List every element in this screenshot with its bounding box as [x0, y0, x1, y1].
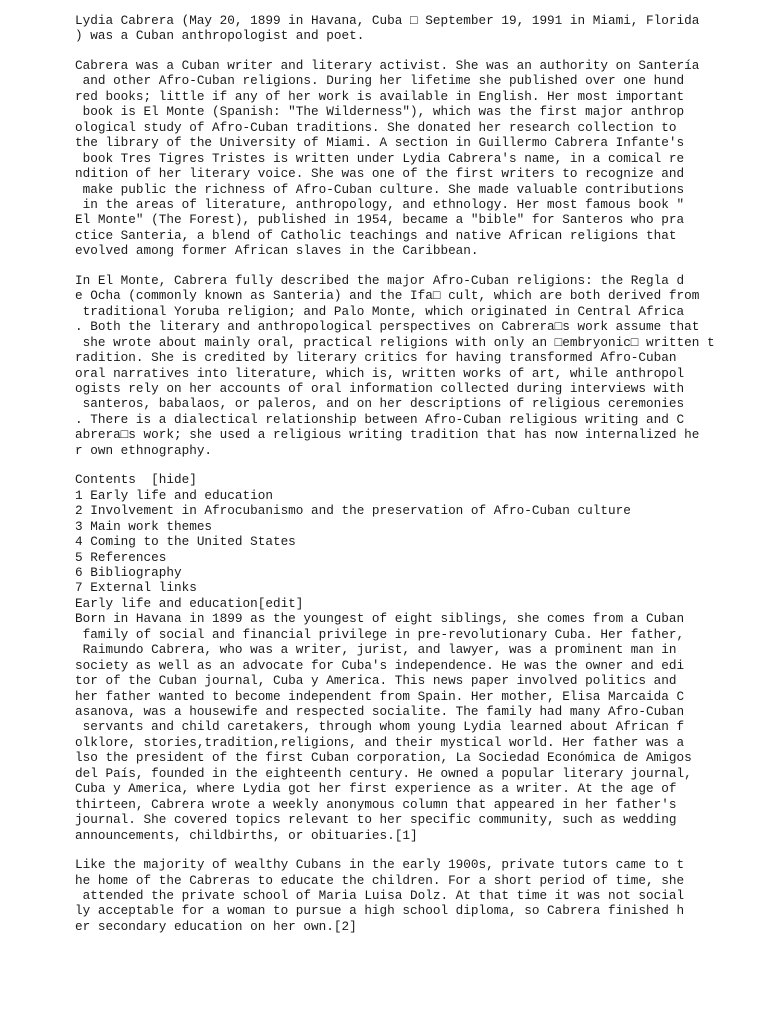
text-line: society as well as an advocate for Cuba's independence. He was the owner and edi [75, 657, 685, 673]
contents-item-external-links[interactable]: 7 External links [75, 580, 197, 596]
text-line: Born in Havana in 1899 as the youngest of eight siblings, she comes from a Cuban [75, 611, 685, 627]
contents-item-united-states[interactable]: 4 Coming to the United States [75, 534, 296, 550]
text-line: ) was a Cuban anthropologist and poet. [75, 28, 365, 44]
el-monte-paragraph [75, 273, 725, 458]
text-line: Lydia Cabrera (May 20, 1899 in Havana, Cuba □ September 19, 1991 in Miami, Florida [75, 13, 700, 28]
early-life-paragraph [75, 611, 725, 843]
text-line: Raimundo Cabrera, who was a writer, jurist, and lawyer, was a prominent man in [75, 642, 677, 658]
text-line: del País, founded in the eighteenth century. He owned a popular literary journal, [75, 765, 692, 781]
text-line: in the areas of literature, anthropology, and ethnology. Her most famous book " [75, 196, 685, 212]
text-line: evolved among former African slaves in the Caribbean. [75, 243, 479, 259]
text-line: ogists rely on her accounts of oral information collected during interviews with [75, 380, 685, 396]
text-line: thirteen, Cabrera wrote a weekly anonymous column that appeared in her father's [75, 796, 677, 812]
table-of-contents [75, 472, 725, 611]
intro-paragraph [75, 13, 725, 44]
text-line: Cabrera was a Cuban writer and literary activist. She was an authority on Santería [75, 57, 700, 73]
text-line: she wrote about mainly oral, practical religions with only an □embryonic□ written t [75, 334, 715, 350]
text-line: r own ethnography. [75, 442, 213, 458]
text-line: olklore, stories,tradition,religions, and their mystical world. Her father was a [75, 734, 685, 750]
contents-item-early-life[interactable]: 1 Early life and education [75, 487, 273, 503]
text-line: asanova, was a housewife and respected socialite. The family had many Afro-Cuban [75, 704, 685, 720]
contents-item-references[interactable]: 5 References [75, 549, 167, 565]
text-line: oral narratives into literature, which is, written works of art, while anthropol [75, 365, 685, 381]
text-line: journal. She covered topics relevant to her specific community, such as wedding [75, 812, 677, 828]
text-line: traditional Yoruba religion; and Palo Monte, which originated in Central Africa [75, 303, 685, 319]
text-line: santeros, babalaos, or paleros, and on her descriptions of religious ceremonies [75, 396, 685, 412]
text-line: Cuba y America, where Lydia got her first experience as a writer. At the age of [75, 781, 677, 797]
text-line: book is El Monte (Spanish: "The Wilderness"), which was the first major anthrop [75, 104, 685, 120]
text-line: e Ocha (commonly known as Santeria) and the Ifa□ cult, which are both derived from [75, 288, 700, 304]
text-line: her father wanted to become independent from Spain. Her mother, Elisa Marcaida C [75, 688, 685, 704]
text-line: abrera□s work; she used a religious writing tradition that has now internalized he [75, 427, 700, 443]
text-line: Like the majority of wealthy Cubans in the early 1900s, private tutors came to t [75, 857, 685, 873]
text-line: he home of the Cabreras to educate the children. For a short period of time, she [75, 872, 685, 888]
text-line: announcements, childbirths, or obituaries.[1] [75, 827, 418, 843]
text-line: er secondary education on her own.[2] [75, 918, 357, 934]
text-line: ctice Santeria, a blend of Catholic teachings and native African religions that [75, 227, 677, 243]
text-line: In El Monte, Cabrera fully described the major Afro-Cuban religions: the Regla d [75, 272, 685, 288]
text-line: servants and child caretakers, through whom young Lydia learned about African f [75, 719, 685, 735]
text-line: family of social and financial privilege in pre-revolutionary Cuba. Her father, [75, 626, 685, 642]
text-line: book Tres Tigres Tristes is written under Lydia Cabrera's name, in a comical re [75, 150, 685, 166]
text-line: and other Afro-Cuban religions. During her lifetime she published over one hund [75, 73, 685, 89]
text-line: ological study of Afro-Cuban traditions. She donated her research collection to [75, 119, 677, 135]
text-line: ndition of her literary voice. She was one of the first writers to recognize and [75, 166, 685, 182]
text-line: red books; little if any of her work is available in English. Her most important [75, 88, 685, 104]
text-line: El Monte" (The Forest), published in 1954, became a "bible" for Santeros who pra [75, 212, 685, 228]
text-line: tor of the Cuban journal, Cuba y America. This news paper involved politics and [75, 673, 677, 689]
text-line: lso the president of the first Cuban corporation, La Sociedad Económica de Amigos [75, 750, 692, 766]
text-line: . Both the literary and anthropological perspectives on Cabrera□s work assume that [75, 319, 700, 335]
section-heading-early-life: Early life and education[edit] [75, 595, 304, 611]
contents-item-bibliography[interactable]: 6 Bibliography [75, 564, 182, 580]
education-paragraph [75, 857, 725, 934]
contents-header[interactable]: Contents [hide] [75, 472, 197, 488]
contents-item-afrocubanismo[interactable]: 2 Involvement in Afrocubanismo and the preservation of Afro-Cuban culture [75, 503, 631, 519]
overview-paragraph [75, 58, 725, 259]
text-line: attended the private school of Maria Luisa Dolz. At that time it was not social [75, 888, 685, 904]
text-line: . There is a dialectical relationship between Afro-Cuban religious writing and C [75, 411, 685, 427]
document-text [75, 13, 725, 948]
contents-item-main-work-themes[interactable]: 3 Main work themes [75, 518, 213, 534]
text-line: radition. She is credited by literary critics for having transformed Afro-Cuban [75, 350, 677, 366]
text-line: make public the richness of Afro-Cuban culture. She made valuable contributions [75, 181, 685, 197]
text-line: ly acceptable for a woman to pursue a high school diploma, so Cabrera finished h [75, 903, 685, 919]
text-line: the library of the University of Miami. A section in Guillermo Cabrera Infante's [75, 135, 685, 151]
